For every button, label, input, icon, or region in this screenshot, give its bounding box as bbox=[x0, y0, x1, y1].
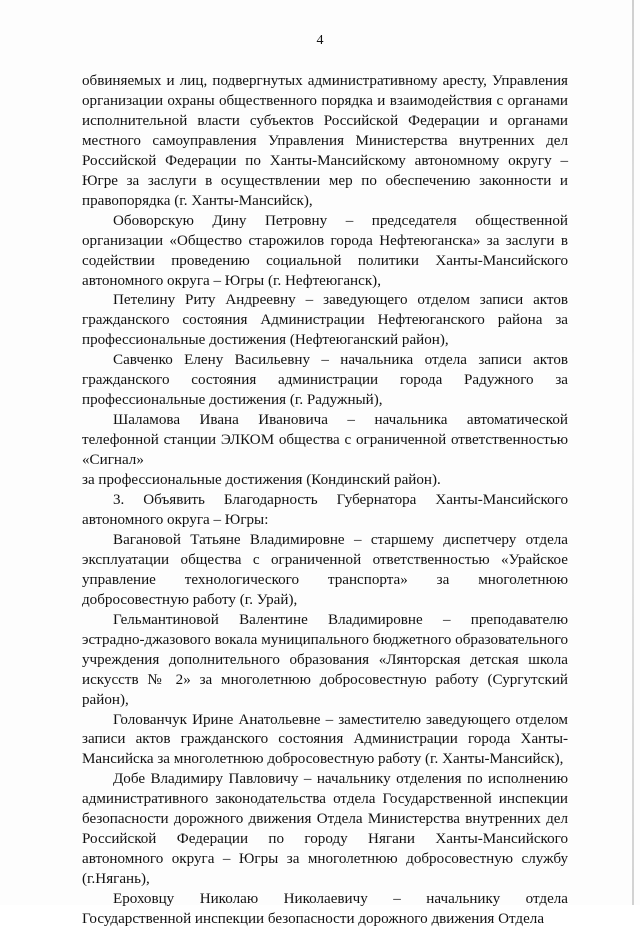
paragraph: обвиняемых и лиц, подвергнутых административному аресту, Управления организации охраны общественного порядка и взаимодействия с органами исполнительной власти субъектов Российской Федерации и органами местного самоуправления Управления Министерства внутренних дел Российской Федерации по Ханты-Мансийскому автономному округу – Югре за заслуги в осуществлении мер по обеспечению законности и правопорядка (г. Ханты-Мансийск), bbox=[82, 73, 568, 209]
document-body bbox=[82, 72, 568, 930]
paragraph: Обоворскую Дину Петровну – председателя общественной организации «Общество старожилов города Нефтеюганска» за заслуги в содействии проведению социальной политики Ханты-Мансийского автономного округа – Югры (г. Нефтеюганск), bbox=[82, 212, 568, 289]
paragraph: Гельмантиновой Валентине Владимировне – преподавателю эстрадно-джазового вокала муниципального бюджетного образовательного учреждения дополнительного образования «Лянторская детская школа искусств № 2» за многолетнюю добросовестную работу (Сургутский район), bbox=[82, 611, 568, 708]
paragraph: Добе Владимиру Павловичу – начальнику отделения по исполнению административного законодательства отдела Государственной инспекции безопасности дорожного движения Отдела Министерства внутренних дел Российской Федерации по городу Нягани Ханты-Мансийского автономного округа – Югры за многолетнюю добросовестную службу (г.Нягань), bbox=[82, 771, 568, 888]
paragraph: Петелину Риту Андреевну – заведующего отделом записи актов гражданского состояния Администрации Нефтеюганского района за профессиональные достижения (Нефтеюганский район), bbox=[82, 292, 568, 349]
paragraph: Вагановой Татьяне Владимировне – старшему диспетчеру отдела эксплуатации общества с ограниченной ответственностью «Урайское управление технологического транспорта» за многолетнюю добросовестную работу (г. Урай), bbox=[82, 531, 568, 608]
paragraph: за профессиональные достижения (Кондинский район). bbox=[82, 472, 441, 489]
paragraph: Голованчук Ирине Анатольевне – заместителю заведующего отделом записи актов гражданского состояния Администрации города Ханты-Мансийска за многолетнюю добросовестную работу (г. Ханты-Мансийск), bbox=[82, 711, 568, 768]
page-number: 4 bbox=[316, 33, 324, 48]
scan-edge bbox=[632, 0, 634, 905]
paragraph: Савченко Елену Васильевну – начальника отдела записи актов гражданского состояния администрации города Радужного за профессиональные достижения (г. Радужный), bbox=[82, 352, 568, 409]
paragraph: 3. Объявить Благодарность Губернатора Ханты-Мансийского автономного округа – Югры: bbox=[82, 492, 568, 528]
paragraph: Ероховцу Николаю Николаевичу – начальнику отдела Государственной инспекции безопасности дорожного движения Отдела bbox=[82, 891, 568, 928]
paragraph: Шаламова Ивана Ивановича – начальника автоматической телефонной станции ЭЛКОМ общества с ограниченной ответственностью «Сигнал» bbox=[82, 412, 568, 469]
